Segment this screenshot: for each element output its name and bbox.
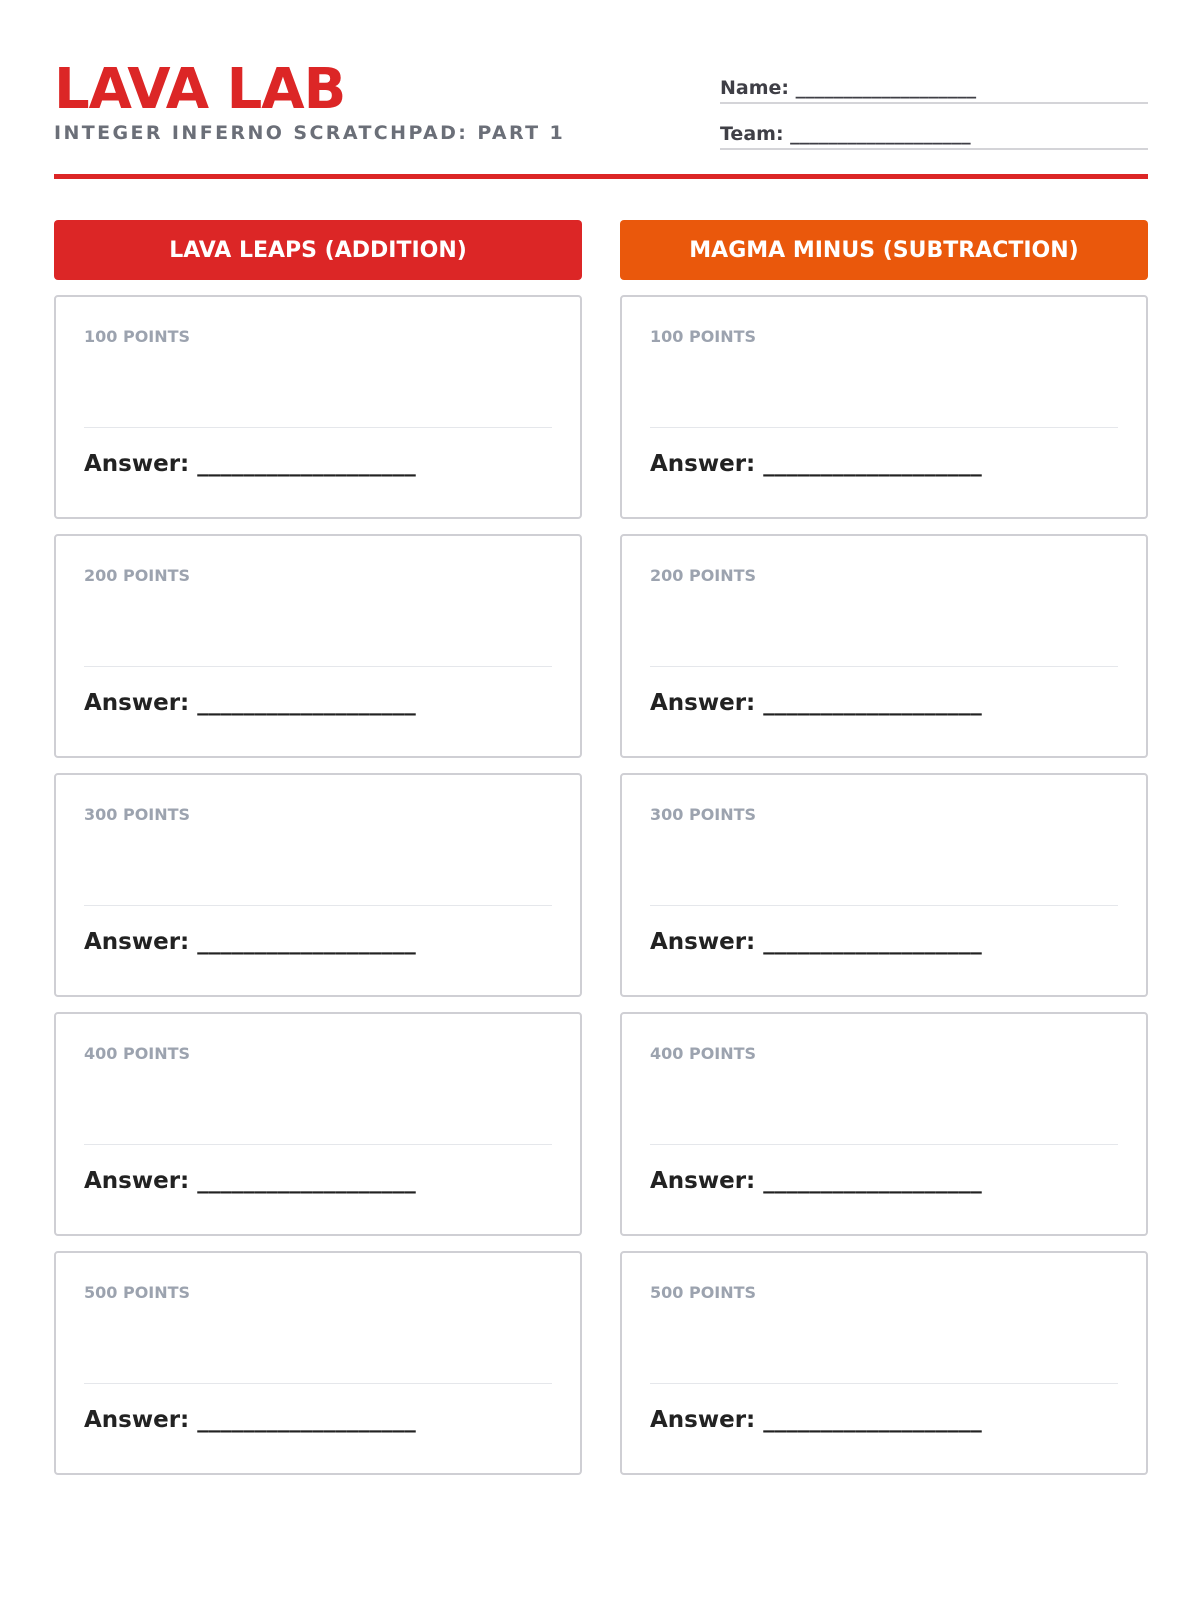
card-work-divider (84, 1383, 552, 1384)
answer-field[interactable]: Answer: ___________________ (84, 690, 416, 716)
answer-field[interactable]: Answer: ___________________ (84, 929, 416, 955)
worksheet-page (54, 0, 1148, 1600)
question-card-addition-300 (54, 773, 582, 997)
card-points-label: 300 POINTS (84, 805, 191, 824)
header-divider (54, 174, 1148, 179)
answer-field[interactable]: Answer: ___________________ (650, 929, 982, 955)
name-field[interactable] (720, 70, 1148, 104)
page-title: LAVA LAB (54, 57, 346, 122)
worksheet-header (54, 56, 1148, 180)
answer-field[interactable]: Answer: ___________________ (650, 1168, 982, 1194)
card-work-divider (650, 1144, 1118, 1145)
question-card-addition-400 (54, 1012, 582, 1236)
question-card-subtraction-500 (620, 1251, 1148, 1475)
card-work-divider (650, 427, 1118, 428)
card-points-label: 200 POINTS (84, 566, 191, 585)
card-points-label: 400 POINTS (650, 1044, 757, 1063)
card-points-label: 500 POINTS (650, 1283, 757, 1302)
subtraction-column-header: MAGMA MINUS (SUBTRACTION) (620, 220, 1148, 280)
question-card-subtraction-400 (620, 1012, 1148, 1236)
answer-field[interactable]: Answer: ___________________ (84, 1407, 416, 1433)
card-work-divider (650, 666, 1118, 667)
card-points-label: 200 POINTS (650, 566, 757, 585)
addition-column-header: LAVA LEAPS (ADDITION) (54, 220, 582, 280)
team-field-label: Team: ___________________ (720, 123, 971, 145)
addition-column (54, 220, 582, 1490)
question-card-addition-500 (54, 1251, 582, 1475)
name-field-label: Name: ___________________ (720, 77, 977, 99)
card-work-divider (650, 905, 1118, 906)
team-field[interactable] (720, 116, 1148, 150)
card-work-divider (84, 905, 552, 906)
answer-field[interactable]: Answer: ___________________ (650, 690, 982, 716)
question-card-subtraction-100 (620, 295, 1148, 519)
page-subtitle: INTEGER INFERNO SCRATCHPAD: PART 1 (54, 122, 566, 144)
card-work-divider (84, 666, 552, 667)
question-card-addition-200 (54, 534, 582, 758)
answer-field[interactable]: Answer: ___________________ (650, 451, 982, 477)
card-points-label: 500 POINTS (84, 1283, 191, 1302)
question-card-subtraction-300 (620, 773, 1148, 997)
card-points-label: 100 POINTS (650, 327, 757, 346)
question-card-addition-100 (54, 295, 582, 519)
subtraction-column (620, 220, 1148, 1490)
question-card-subtraction-200 (620, 534, 1148, 758)
card-work-divider (84, 1144, 552, 1145)
card-work-divider (84, 427, 552, 428)
answer-field[interactable]: Answer: ___________________ (84, 451, 416, 477)
answer-field[interactable]: Answer: ___________________ (84, 1168, 416, 1194)
card-points-label: 100 POINTS (84, 327, 191, 346)
answer-field[interactable]: Answer: ___________________ (650, 1407, 982, 1433)
card-work-divider (650, 1383, 1118, 1384)
student-info-fields (720, 70, 1148, 162)
card-points-label: 400 POINTS (84, 1044, 191, 1063)
card-points-label: 300 POINTS (650, 805, 757, 824)
